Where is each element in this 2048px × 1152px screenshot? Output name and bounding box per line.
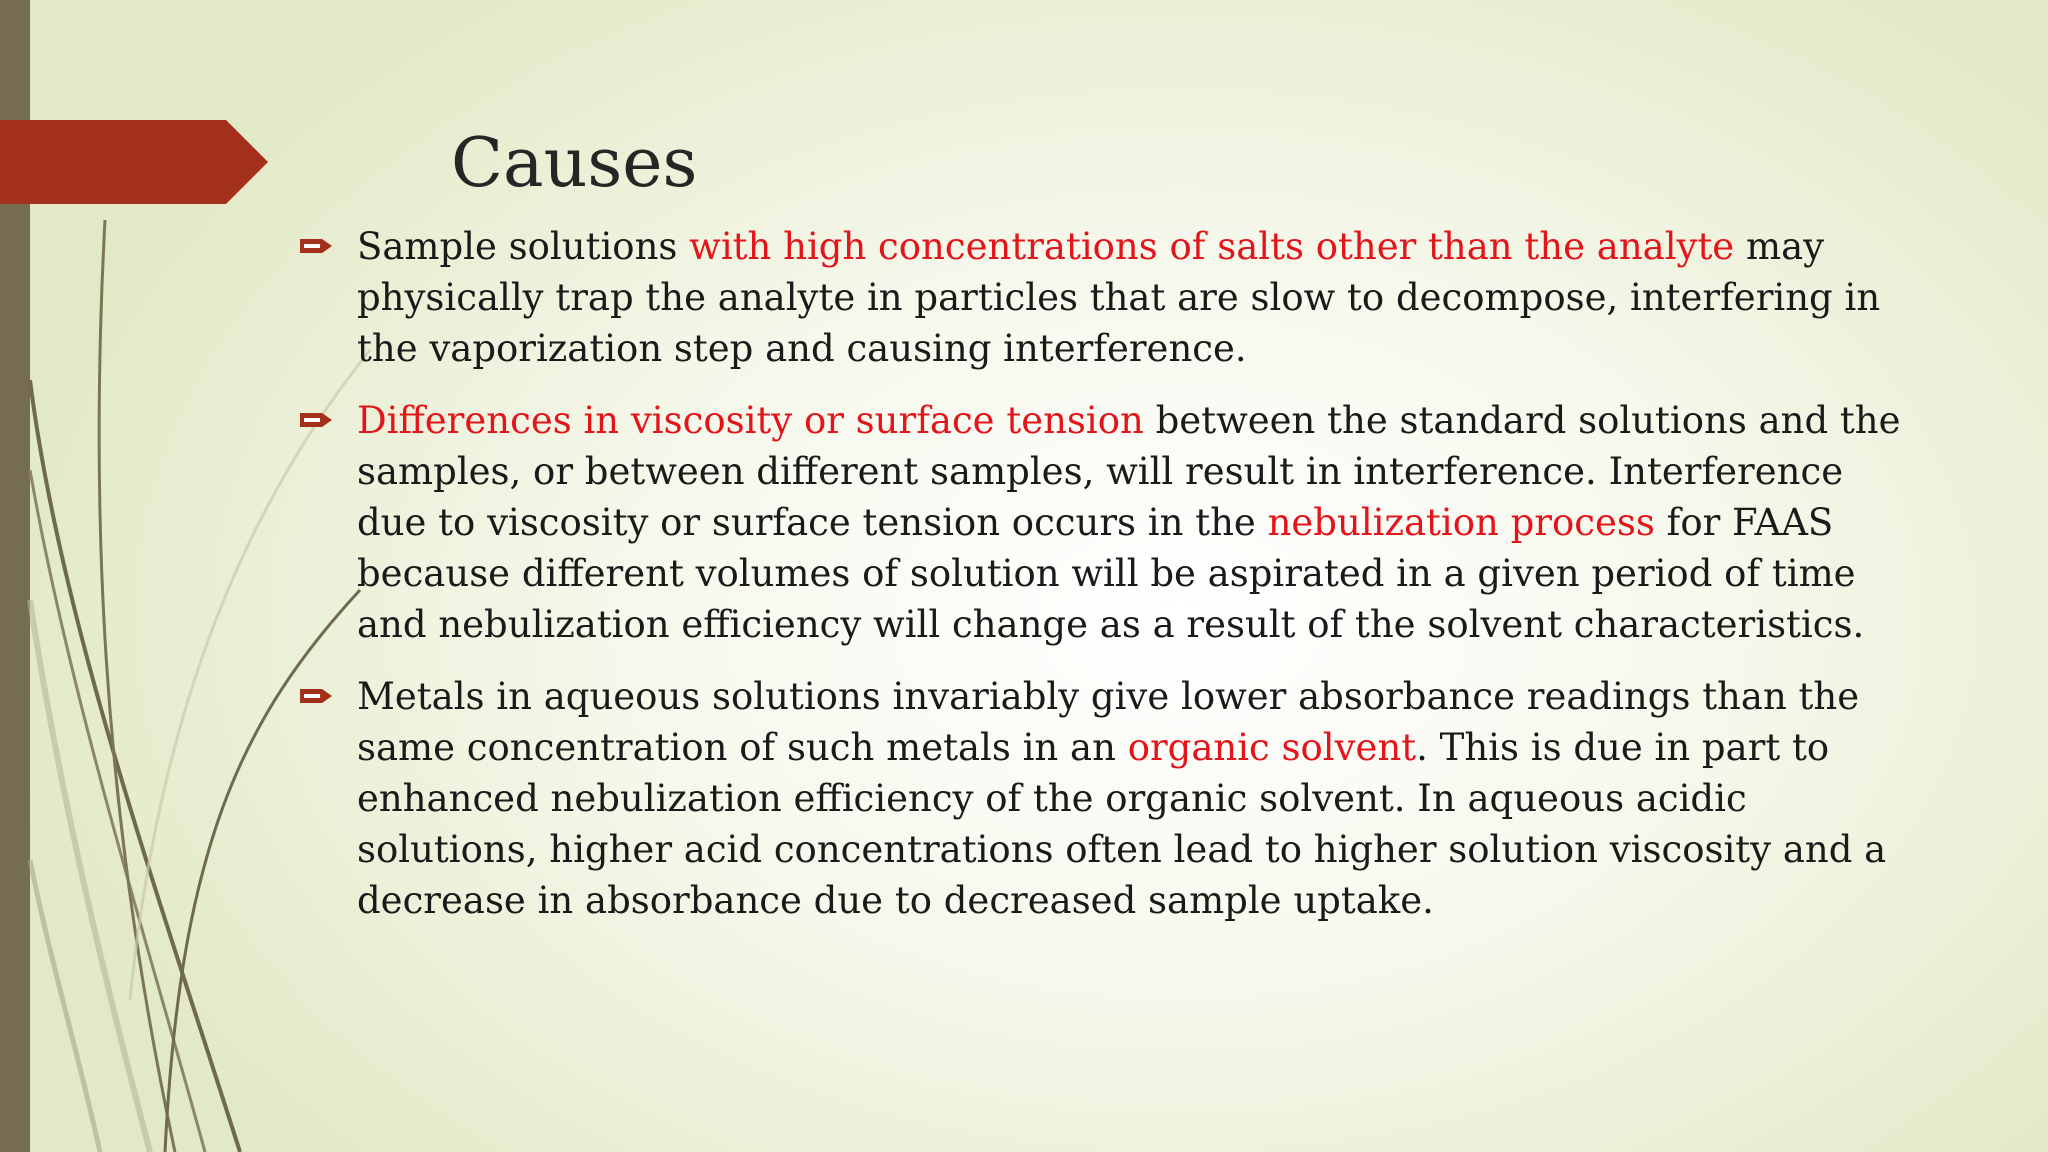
bullet-text: may physically trap the analyte in particles that are slow to decompose, interfering in the vaporization step and causing interference.	[357, 225, 1881, 370]
bullet-list	[300, 221, 1920, 947]
bullet-text: Metals in aqueous solutions invariably give lower absorbance readings than the same concentration of such metals in an	[357, 675, 1860, 769]
bullet-highlight: organic solvent	[1127, 726, 1417, 769]
bullet-highlight: with high concentrations of salts other than the analyte	[689, 225, 1735, 268]
bullet-highlight: nebulization process	[1267, 501, 1655, 544]
slide-title: Causes	[451, 124, 698, 203]
arrow-bullet-icon	[300, 235, 334, 257]
bullet-text: for FAAS because different volumes of solution will be aspirated in a given period of time and nebulization efficiency will change as a result of the solvent characteristics.	[357, 501, 1865, 646]
bullet-highlight: Differences in viscosity or surface tension	[357, 399, 1144, 442]
bullet-text: Sample solutions	[357, 225, 690, 268]
arrow-bullet-icon	[300, 409, 334, 431]
bullet-text: . This is due in part to enhanced nebulization efficiency of the organic solvent. In aqueous acidic solutions, higher acid concentrations often lead to higher solution viscosity and a decrease in absorbance due to decreased sample uptake.	[357, 726, 1887, 922]
arrow-bullet-icon	[300, 685, 334, 707]
bullet-text: between the standard solutions and the samples, or between different samples, will result in interference. Interference due to viscosity or surface tension occurs in the	[357, 399, 1901, 544]
bullet-item	[300, 221, 1920, 374]
bullet-item	[300, 671, 1920, 926]
bullet-item	[300, 395, 1920, 650]
